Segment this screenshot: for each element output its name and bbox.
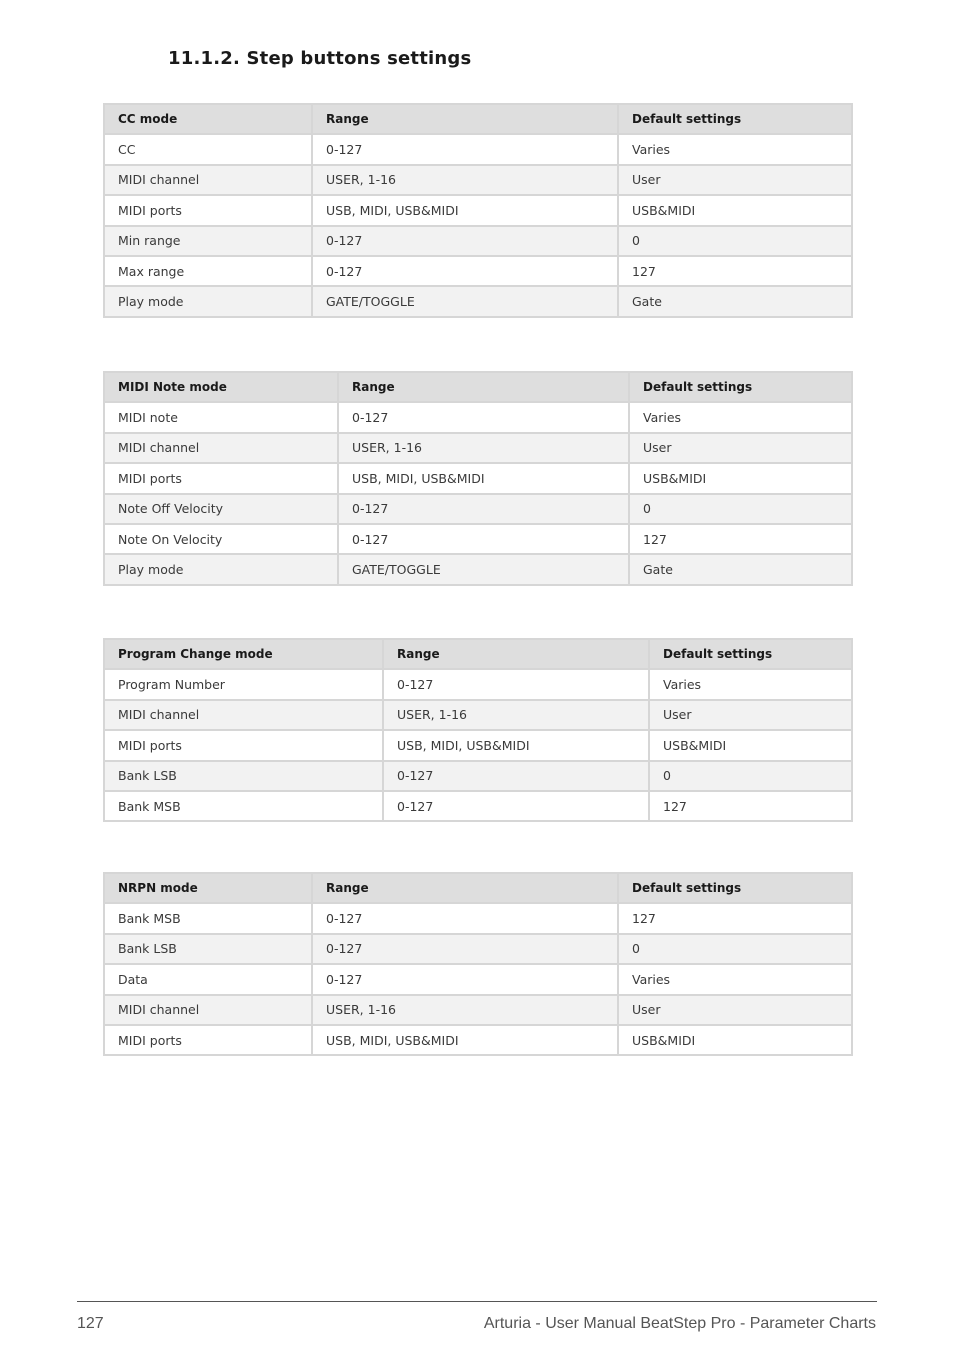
parameter-cell: Note On Velocity xyxy=(104,524,338,554)
default-cell: User xyxy=(618,165,852,195)
parameter-cell: MIDI ports xyxy=(104,195,312,225)
parameter-cell: Bank LSB xyxy=(104,761,383,791)
default-cell: 0 xyxy=(649,761,852,791)
range-cell: USER, 1-16 xyxy=(312,995,618,1025)
default-cell: USB&MIDI xyxy=(618,1025,852,1055)
column-header-range: Range xyxy=(312,873,618,903)
column-header-range: Range xyxy=(312,104,618,134)
default-cell: 0 xyxy=(618,934,852,964)
table-row xyxy=(104,934,852,964)
range-cell: 0-127 xyxy=(383,761,649,791)
parameter-cell: MIDI note xyxy=(104,402,338,432)
parameter-cell: MIDI ports xyxy=(104,463,338,493)
table-row xyxy=(104,995,852,1025)
column-header-range: Range xyxy=(383,639,649,669)
parameter-cell: Bank MSB xyxy=(104,903,312,933)
default-cell: Varies xyxy=(629,402,852,432)
table-row xyxy=(104,256,852,286)
table-row xyxy=(104,554,852,584)
section-title: 11.1.2. Step buttons settings xyxy=(168,48,472,69)
nrpn-mode-table xyxy=(103,872,853,1056)
default-cell: USB&MIDI xyxy=(618,195,852,225)
default-cell: Gate xyxy=(618,286,852,316)
table-row xyxy=(104,463,852,493)
midi-note-mode-table xyxy=(103,371,853,586)
default-cell: Varies xyxy=(618,134,852,164)
default-cell: 127 xyxy=(618,256,852,286)
range-cell: USB, MIDI, USB&MIDI xyxy=(383,730,649,760)
table-header-row xyxy=(104,639,852,669)
range-cell: 0-127 xyxy=(312,226,618,256)
footer-divider xyxy=(77,1301,877,1302)
table-row xyxy=(104,791,852,821)
parameter-cell: CC xyxy=(104,134,312,164)
column-header-default: Default settings xyxy=(649,639,852,669)
column-header-range: Range xyxy=(338,372,629,402)
parameter-cell: MIDI channel xyxy=(104,700,383,730)
column-header-parameter: CC mode xyxy=(104,104,312,134)
program-change-mode-table xyxy=(103,638,853,822)
range-cell: USB, MIDI, USB&MIDI xyxy=(312,195,618,225)
table-row xyxy=(104,524,852,554)
table-row xyxy=(104,134,852,164)
column-header-parameter: MIDI Note mode xyxy=(104,372,338,402)
table-row xyxy=(104,964,852,994)
parameter-cell: Program Number xyxy=(104,669,383,699)
page-number: 127 xyxy=(77,1315,104,1332)
range-cell: USER, 1-16 xyxy=(312,165,618,195)
range-cell: USER, 1-16 xyxy=(338,433,629,463)
table-row xyxy=(104,494,852,524)
default-cell: User xyxy=(649,700,852,730)
footer-document-title: Arturia - User Manual BeatStep Pro - Parameter Charts xyxy=(483,1315,876,1332)
table-row xyxy=(104,700,852,730)
range-cell: GATE/TOGGLE xyxy=(312,286,618,316)
table-row xyxy=(104,669,852,699)
column-header-default: Default settings xyxy=(629,372,852,402)
parameter-cell: Bank MSB xyxy=(104,791,383,821)
range-cell: 0-127 xyxy=(338,494,629,524)
table-row xyxy=(104,226,852,256)
range-cell: USB, MIDI, USB&MIDI xyxy=(312,1025,618,1055)
range-cell: USB, MIDI, USB&MIDI xyxy=(338,463,629,493)
default-cell: 127 xyxy=(649,791,852,821)
column-header-parameter: NRPN mode xyxy=(104,873,312,903)
parameter-cell: Play mode xyxy=(104,554,338,584)
table-row xyxy=(104,433,852,463)
default-cell: 127 xyxy=(629,524,852,554)
parameter-cell: Data xyxy=(104,964,312,994)
table-header-row xyxy=(104,372,852,402)
default-cell: 0 xyxy=(618,226,852,256)
cc-mode-table xyxy=(103,103,853,318)
parameter-cell: Bank LSB xyxy=(104,934,312,964)
table-row xyxy=(104,195,852,225)
parameter-cell: Note Off Velocity xyxy=(104,494,338,524)
range-cell: 0-127 xyxy=(312,134,618,164)
column-header-default: Default settings xyxy=(618,104,852,134)
table-row xyxy=(104,165,852,195)
range-cell: GATE/TOGGLE xyxy=(338,554,629,584)
table-header-row xyxy=(104,873,852,903)
table-row xyxy=(104,761,852,791)
default-cell: Varies xyxy=(618,964,852,994)
parameter-cell: MIDI channel xyxy=(104,165,312,195)
table-row xyxy=(104,903,852,933)
parameter-cell: Play mode xyxy=(104,286,312,316)
range-cell: 0-127 xyxy=(383,791,649,821)
parameter-cell: MIDI ports xyxy=(104,1025,312,1055)
default-cell: 0 xyxy=(629,494,852,524)
parameter-cell: MIDI channel xyxy=(104,433,338,463)
parameter-cell: Min range xyxy=(104,226,312,256)
default-cell: 127 xyxy=(618,903,852,933)
table-row xyxy=(104,730,852,760)
column-header-parameter: Program Change mode xyxy=(104,639,383,669)
range-cell: 0-127 xyxy=(312,964,618,994)
table-row xyxy=(104,402,852,432)
table-header-row xyxy=(104,104,852,134)
default-cell: Gate xyxy=(629,554,852,584)
default-cell: User xyxy=(618,995,852,1025)
range-cell: 0-127 xyxy=(338,402,629,432)
table-row xyxy=(104,286,852,316)
parameter-cell: MIDI channel xyxy=(104,995,312,1025)
table-row xyxy=(104,1025,852,1055)
default-cell: User xyxy=(629,433,852,463)
range-cell: 0-127 xyxy=(312,934,618,964)
range-cell: 0-127 xyxy=(312,256,618,286)
default-cell: USB&MIDI xyxy=(649,730,852,760)
range-cell: 0-127 xyxy=(383,669,649,699)
range-cell: USER, 1-16 xyxy=(383,700,649,730)
parameter-cell: MIDI ports xyxy=(104,730,383,760)
default-cell: Varies xyxy=(649,669,852,699)
default-cell: USB&MIDI xyxy=(629,463,852,493)
column-header-default: Default settings xyxy=(618,873,852,903)
range-cell: 0-127 xyxy=(338,524,629,554)
range-cell: 0-127 xyxy=(312,903,618,933)
parameter-cell: Max range xyxy=(104,256,312,286)
